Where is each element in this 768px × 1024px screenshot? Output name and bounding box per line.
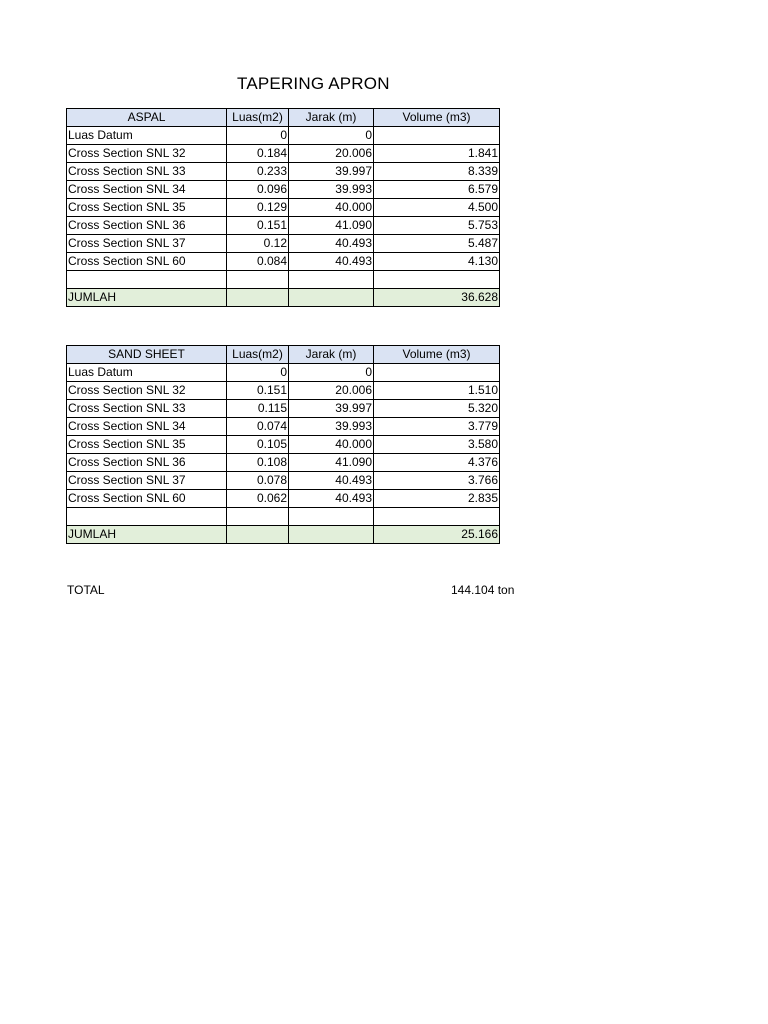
table-cell: 3.766 [374,472,500,490]
sum-row [67,289,500,307]
table-row [67,472,500,490]
table-cell [289,289,374,307]
column-header: Volume (m3) [374,346,500,364]
table-cell: 0.062 [227,490,289,508]
table-cell [227,271,289,289]
table-cell: Luas Datum [67,127,227,145]
table-row [67,145,500,163]
table-cell: Cross Section SNL 34 [67,181,227,199]
table-cell [374,127,500,145]
table-cell: Luas Datum [67,364,227,382]
table-cell: 0.105 [227,436,289,454]
table-row [67,163,500,181]
table-cell: 0 [289,127,374,145]
table-header-row [67,109,500,127]
sum-value: 36.628 [374,289,500,307]
table-cell [289,271,374,289]
table-cell [289,526,374,544]
table-cell: 3.580 [374,436,500,454]
table-row [67,454,500,472]
table-cell: 1.841 [374,145,500,163]
table-row [67,382,500,400]
table-cell: 40.493 [289,490,374,508]
table-row [67,253,500,271]
table-cell: 40.000 [289,436,374,454]
table-cell: 0.12 [227,235,289,253]
table-cell: 6.579 [374,181,500,199]
table-row [67,364,500,382]
table-cell: 40.000 [289,199,374,217]
table-cell [374,271,500,289]
table-cell: 0.096 [227,181,289,199]
table-row [67,235,500,253]
table-cell: Cross Section SNL 60 [67,490,227,508]
sand-sheet-table [66,345,500,544]
table-row [67,217,500,235]
sum-label: JUMLAH [67,526,227,544]
table-row [67,490,500,508]
total-label: TOTAL [67,583,105,597]
table-cell: 0.184 [227,145,289,163]
table-cell: 0.129 [227,199,289,217]
column-header: Jarak (m) [289,346,374,364]
table-row [67,199,500,217]
table-cell: Cross Section SNL 32 [67,382,227,400]
table-cell: Cross Section SNL 35 [67,199,227,217]
table-cell: 4.130 [374,253,500,271]
table-cell: 3.779 [374,418,500,436]
table-cell: Cross Section SNL 36 [67,454,227,472]
table-cell: Cross Section SNL 37 [67,472,227,490]
table-cell [374,364,500,382]
table-cell: 0.084 [227,253,289,271]
table-cell: 0.151 [227,382,289,400]
table-cell: 40.493 [289,472,374,490]
table-cell: Cross Section SNL 33 [67,400,227,418]
sum-row [67,526,500,544]
table-row [67,271,500,289]
table-header-row [67,346,500,364]
table-cell: 4.376 [374,454,500,472]
table-cell: 0.078 [227,472,289,490]
table-cell [227,289,289,307]
table-cell: 1.510 [374,382,500,400]
table-cell: 8.339 [374,163,500,181]
sum-label: JUMLAH [67,289,227,307]
table-cell [227,526,289,544]
table-row [67,418,500,436]
table-cell: 41.090 [289,217,374,235]
table-cell [289,508,374,526]
table-cell: 5.753 [374,217,500,235]
table-cell: 41.090 [289,454,374,472]
table-cell: Cross Section SNL 32 [67,145,227,163]
column-header: ASPAL [67,109,227,127]
table-cell: 0.151 [227,217,289,235]
table-cell: 0 [227,364,289,382]
table-row [67,436,500,454]
table-row [67,400,500,418]
table-cell: 0.108 [227,454,289,472]
table-cell [374,508,500,526]
table-cell [227,508,289,526]
total-value: 144.104 ton [451,583,515,597]
table-cell: 39.997 [289,163,374,181]
aspal-table [66,108,500,307]
table-row [67,127,500,145]
table-cell [67,508,227,526]
table-cell: 40.493 [289,235,374,253]
table-cell: 2.835 [374,490,500,508]
table-cell: Cross Section SNL 34 [67,418,227,436]
column-header: Luas(m2) [227,346,289,364]
table-cell: 4.500 [374,199,500,217]
table-cell: Cross Section SNL 33 [67,163,227,181]
page-title: TAPERING APRON [237,74,390,93]
table-row [67,181,500,199]
table-cell: 0 [227,127,289,145]
table-cell: Cross Section SNL 37 [67,235,227,253]
table-cell: Cross Section SNL 36 [67,217,227,235]
table-cell: 0 [289,364,374,382]
table-cell: 40.493 [289,253,374,271]
table-cell: 39.993 [289,181,374,199]
column-header: Luas(m2) [227,109,289,127]
column-header: SAND SHEET [67,346,227,364]
sum-value: 25.166 [374,526,500,544]
table-row [67,508,500,526]
table-cell: 0.115 [227,400,289,418]
table-cell: Cross Section SNL 60 [67,253,227,271]
table-cell: 20.006 [289,382,374,400]
table-cell: 39.993 [289,418,374,436]
table-cell: 5.487 [374,235,500,253]
table-cell: 39.997 [289,400,374,418]
table-cell: 5.320 [374,400,500,418]
table-cell: 0.074 [227,418,289,436]
column-header: Volume (m3) [374,109,500,127]
table-cell: 0.233 [227,163,289,181]
table-cell [67,271,227,289]
column-header: Jarak (m) [289,109,374,127]
table-cell: 20.006 [289,145,374,163]
table-cell: Cross Section SNL 35 [67,436,227,454]
